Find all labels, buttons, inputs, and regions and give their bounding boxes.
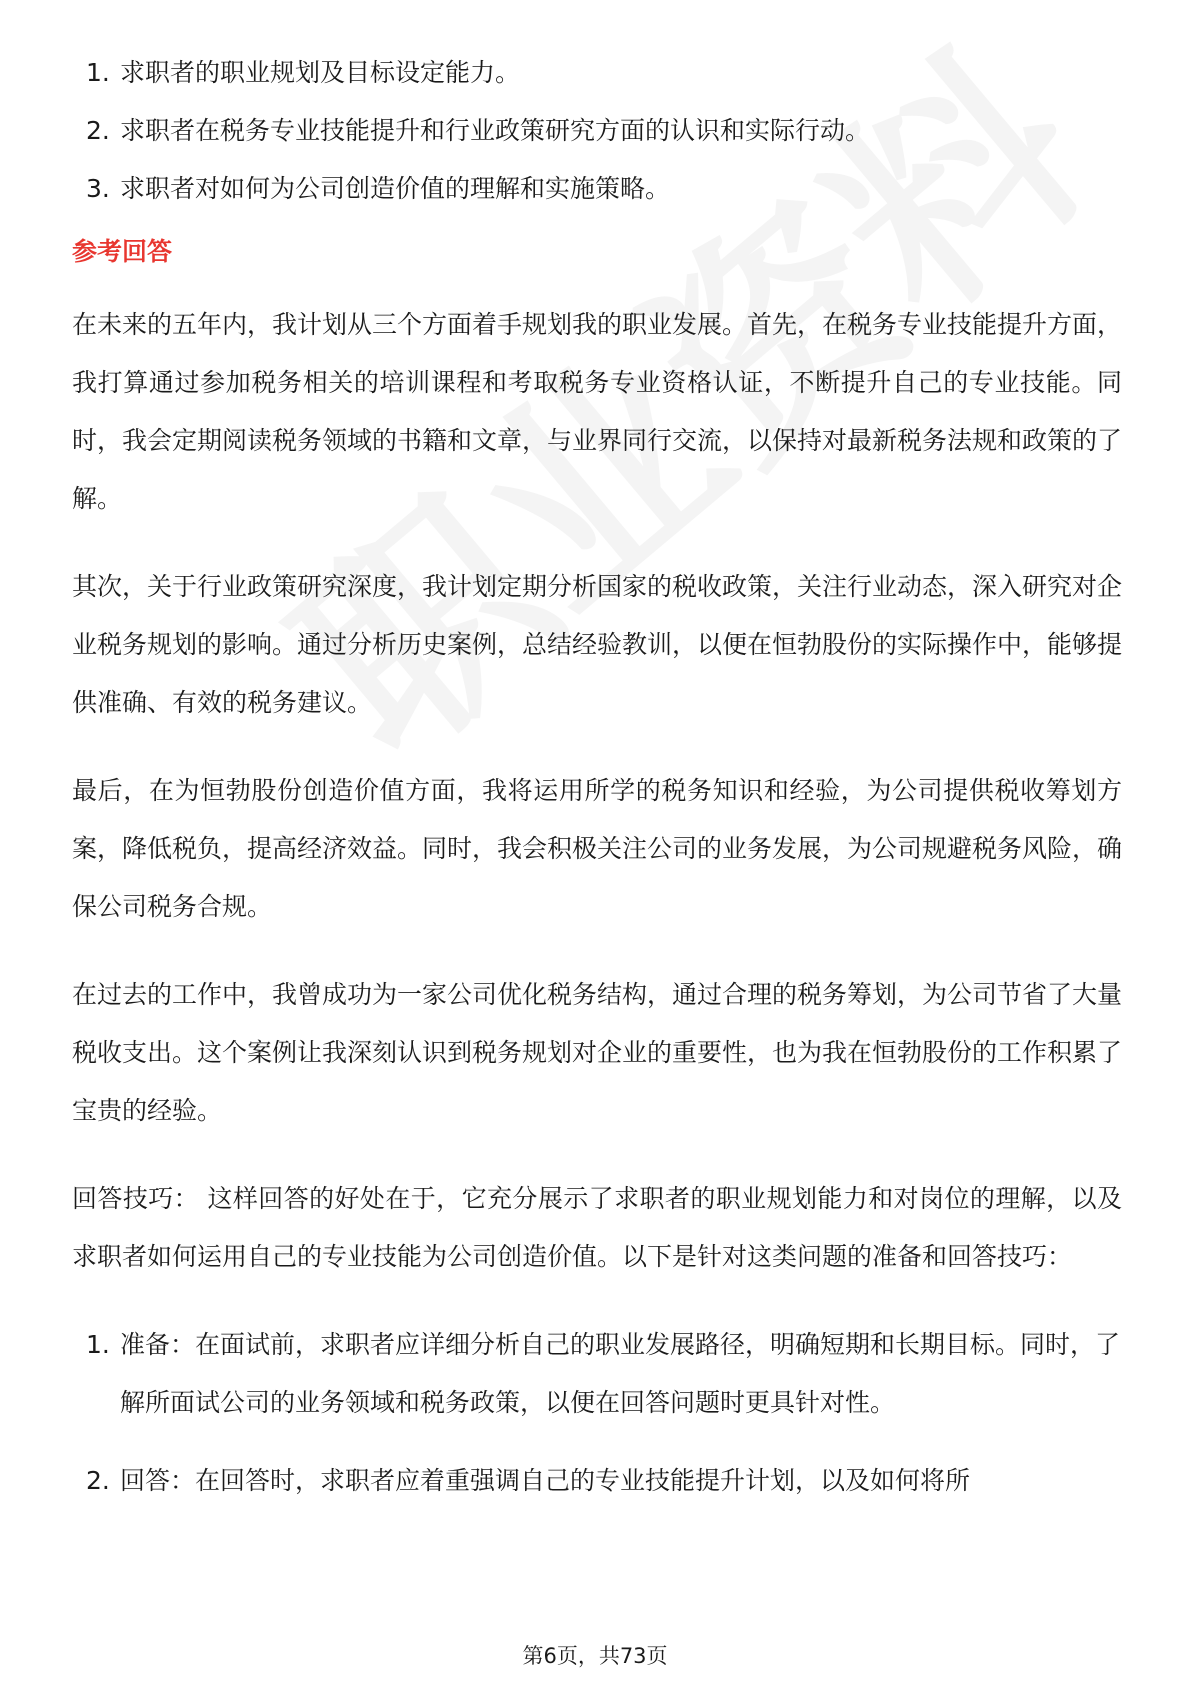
answer-paragraph: 在过去的工作中，我曾成功为一家公司优化税务结构，通过合理的税务筹划，为公司节省了大量税收支出。这个案例让我深刻认识到税务规划对企业的重要性，也为我在恒勃股份的工作积累了宝贵的经验。 [72,980,1123,1125]
list-number: 1. [86,1330,110,1359]
list-text: 求职者在税务专业技能提升和行业政策研究方面的认识和实际行动。 [120,116,871,145]
section-heading: 参考回答 [72,237,173,266]
list-number: 3. [86,174,110,203]
answer-paragraph: 最后，在为恒勃股份创造价值方面，我将运用所学的税务知识和经验，为公司提供税收筹划方案，降低税负，提高经济效益。同时，我会积极关注公司的业务发展，为公司规避税务风险，确保公司税务合规。 [72,776,1123,921]
page-footer: 第6页，共73页 [522,1644,668,1668]
list-text: 准备：在面试前，求职者应详细分析自己的职业发展路径，明确短期和长期目标。同时，了解所面试公司的业务领域和税务政策，以便在回答问题时更具针对性。 [120,1330,1121,1417]
list-item [72,160,1122,218]
answer-paragraph: 在未来的五年内，我计划从三个方面着手规划我的职业发展。首先，在税务专业技能提升方面，我打算通过参加税务相关的培训课程和考取税务专业资格认证，不断提升自己的专业技能。同时，我会定期阅读税务领域的书籍和文章，与业界同行交流，以保持对最新税务法规和政策的了解。 [72,310,1123,513]
list-item [72,44,1122,102]
tips-paragraph: 回答技巧： 这样回答的好处在于，它充分展示了求职者的职业规划能力和对岗位的理解，以及求职者如何运用自己的专业技能为公司创造价值。以下是针对这类问题的准备和回答技巧： [72,1184,1122,1271]
tips-list [72,1316,1122,1510]
list-item [72,1452,1122,1510]
criteria-list [72,44,1122,218]
list-text: 求职者对如何为公司创造价值的理解和实施策略。 [120,174,671,203]
list-number: 1. [86,58,110,87]
list-number: 2. [86,1466,110,1495]
list-text: 求职者的职业规划及目标设定能力。 [120,58,521,87]
list-item [72,1316,1122,1432]
list-number: 2. [86,116,110,145]
list-text: 回答：在回答时，求职者应着重强调自己的专业技能提升计划，以及如何将所 [120,1466,971,1495]
page-content [72,44,1122,1530]
list-item [72,102,1122,160]
answer-paragraph: 其次，关于行业政策研究深度，我计划定期分析国家的税收政策，关注行业动态，深入研究对企业税务规划的影响。通过分析历史案例，总结经验教训，以便在恒勃股份的实际操作中，能够提供准确、有效的税务建议。 [72,572,1123,717]
